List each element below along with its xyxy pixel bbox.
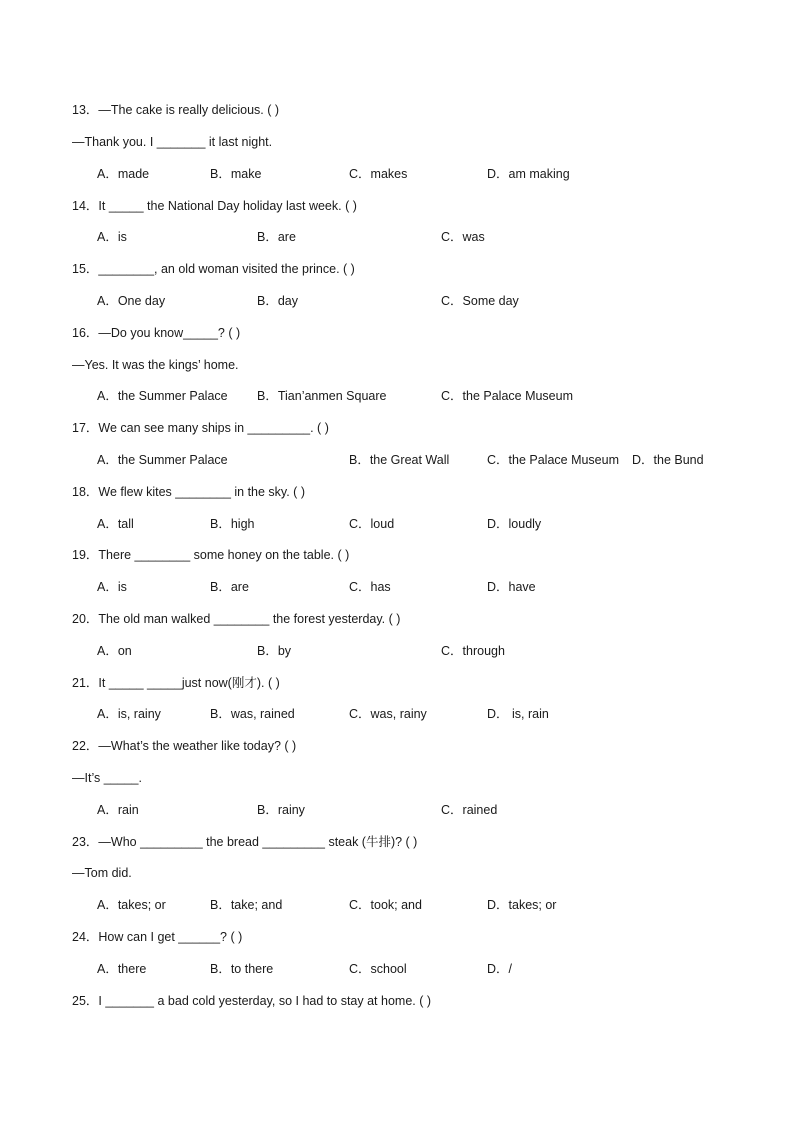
option: C．has — [349, 580, 391, 594]
option: D．loudly — [487, 517, 542, 531]
option: C．the Palace Museum — [441, 389, 574, 403]
option: A．takes; or — [97, 898, 166, 912]
option: C．the Palace Museum — [487, 453, 620, 467]
option: A．One day — [97, 294, 166, 308]
question-20-line-1: 20．The old man walked ________ the forest yesterday. ( ) — [72, 612, 401, 626]
question-22-line-1: 22．—What’s the weather like today? ( ) — [72, 739, 297, 753]
question-18-line-1: 18．We flew kites ________ in the sky. ( ) — [72, 485, 305, 499]
option: C．was — [441, 230, 485, 244]
option: A．is, rainy — [97, 707, 161, 721]
option: C．took; and — [349, 898, 422, 912]
option: A．on — [97, 644, 132, 658]
option: C．Some day — [441, 294, 519, 308]
question-24-line-1: 24．How can I get ______? ( ) — [72, 930, 243, 944]
question-13-line-1: 13．—The cake is really delicious. ( ) — [72, 103, 280, 117]
option: D．the Bund — [632, 453, 704, 467]
option: D．takes; or — [487, 898, 557, 912]
option: D． is, rain — [487, 707, 549, 721]
option: B．Tian’anmen Square — [257, 389, 387, 403]
option: A．is — [97, 230, 127, 244]
option: C．through — [441, 644, 505, 658]
option: A．rain — [97, 803, 139, 817]
option: C．school — [349, 962, 407, 976]
option: B．make — [210, 167, 262, 181]
option: B．high — [210, 517, 255, 531]
option: B．are — [210, 580, 249, 594]
question-16-line-2: —Yes. It was the kings’ home. — [72, 358, 239, 372]
question-23-line-1: 23．—Who _________ the bread _________ steak (牛排)? ( ) — [72, 835, 418, 849]
question-13-line-2: —Thank you. I _______ it last night. — [72, 135, 273, 149]
question-21-line-1: 21．It _____ _____just now(刚才). ( ) — [72, 676, 280, 690]
question-16-line-1: 16．—Do you know_____? ( ) — [72, 326, 241, 340]
option: C．was, rainy — [349, 707, 427, 721]
option: A．the Summer Palace — [97, 453, 228, 467]
question-15-line-1: 15．________, an old woman visited the prince. ( ) — [72, 262, 355, 276]
option: B．rainy — [257, 803, 305, 817]
question-19-line-1: 19．There ________ some honey on the table. ( ) — [72, 548, 350, 562]
question-25-line-1: 25．I _______ a bad cold yesterday, so I had to stay at home. ( ) — [72, 994, 432, 1008]
option: A．is — [97, 580, 127, 594]
option: D．/ — [487, 962, 513, 976]
option: B．was, rained — [210, 707, 295, 721]
option: A．the Summer Palace — [97, 389, 228, 403]
option: A．tall — [97, 517, 134, 531]
option: A．made — [97, 167, 150, 181]
question-22-line-2: —It’s _____. — [72, 771, 142, 785]
option: D．am making — [487, 167, 570, 181]
question-17-line-1: 17．We can see many ships in _________. ( ) — [72, 421, 329, 435]
option: D．have — [487, 580, 536, 594]
option: C．rained — [441, 803, 498, 817]
option: B．the Great Wall — [349, 453, 450, 467]
option: B．take; and — [210, 898, 283, 912]
option: C．loud — [349, 517, 395, 531]
option: B．day — [257, 294, 298, 308]
question-14-line-1: 14．It _____ the National Day holiday last week. ( ) — [72, 199, 357, 213]
option: B．are — [257, 230, 296, 244]
question-23-line-2: —Tom did. — [72, 866, 132, 880]
option: A．there — [97, 962, 147, 976]
option: C．makes — [349, 167, 408, 181]
option: B．by — [257, 644, 292, 658]
option: B．to there — [210, 962, 274, 976]
